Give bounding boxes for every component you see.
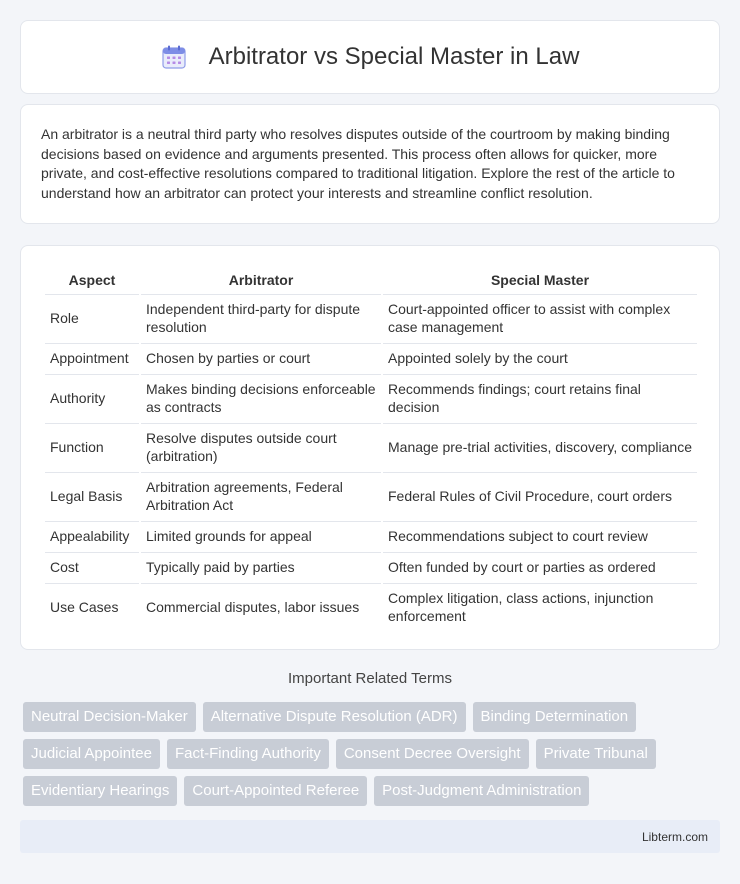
related-term-tag[interactable]: Private Tribunal: [536, 739, 656, 769]
intro-text: An arbitrator is a neutral third party who resolves disputes outside of the courtroom by making binding decisions based on evidence and arguments presented. This process often allows for quicker, more private, and cost-effective resolutions compared to traditional litigation. Explore the rest of the article to understand how an arbitrator can protect your interests and streamline conflict resolution.: [41, 126, 675, 201]
table-cell-special-master: Often funded by court or parties as ordered: [383, 552, 697, 581]
table-cell-aspect: Use Cases: [45, 583, 139, 630]
header-special-master: Special Master: [490, 272, 590, 288]
table-cell-aspect: Role: [45, 294, 139, 341]
table-cell-arbitrator: Arbitration agreements, Federal Arbitration Act: [141, 472, 381, 519]
header-aspect: Aspect: [68, 272, 116, 288]
table-cell-special-master: Appointed solely by the court: [383, 343, 697, 372]
table-cell-arbitrator: Chosen by parties or court: [141, 343, 381, 372]
table-cell-special-master: Federal Rules of Civil Procedure, court orders: [383, 472, 697, 519]
table-cell-special-master: Complex litigation, class actions, injunction enforcement: [383, 583, 697, 630]
header-card: [20, 20, 720, 94]
footer: [20, 820, 720, 853]
table-cell-arbitrator: Resolve disputes outside court (arbitration): [141, 423, 381, 470]
calendar-icon: [161, 44, 187, 70]
table-cell-aspect: Appointment: [45, 343, 139, 372]
table-cell-aspect: Legal Basis: [45, 472, 139, 519]
table-cell-arbitrator: Makes binding decisions enforceable as contracts: [141, 374, 381, 421]
title-wrap: [161, 43, 580, 71]
table-row: [45, 374, 697, 421]
table-row: [45, 521, 697, 550]
related-terms-title: Important Related Terms: [288, 670, 452, 687]
page-title: Arbitrator vs Special Master in Law: [208, 43, 580, 70]
related-term-tag[interactable]: Neutral Decision-Maker: [23, 702, 196, 732]
related-term-tag[interactable]: Binding Determination: [473, 702, 637, 732]
table-cell-special-master: Manage pre-trial activities, discovery, compliance: [383, 423, 697, 470]
table-cell-aspect: Appealability: [45, 521, 139, 550]
comparison-table-card: [20, 245, 720, 650]
table-row: [45, 343, 697, 372]
intro-card: [20, 104, 720, 224]
table-cell-aspect: Cost: [45, 552, 139, 581]
related-terms-tags: [23, 702, 723, 806]
table-cell-aspect: Function: [45, 423, 139, 470]
related-term-tag[interactable]: Court-Appointed Referee: [184, 776, 367, 806]
related-term-tag[interactable]: Evidentiary Hearings: [23, 776, 177, 806]
related-term-tag[interactable]: Judicial Appointee: [23, 739, 160, 769]
table-cell-arbitrator: Commercial disputes, labor issues: [141, 583, 381, 630]
table-cell-special-master: Recommendations subject to court review: [383, 521, 697, 550]
table-row: [45, 423, 697, 470]
table-row: [45, 472, 697, 519]
table-cell-special-master: Recommends findings; court retains final decision: [383, 374, 697, 421]
related-term-tag[interactable]: Fact-Finding Authority: [167, 739, 329, 769]
table-cell-arbitrator: Typically paid by parties: [141, 552, 381, 581]
table-row: [45, 583, 697, 630]
table-header-row: [45, 268, 697, 292]
table-row: [45, 294, 697, 341]
related-term-tag[interactable]: Alternative Dispute Resolution (ADR): [203, 702, 466, 732]
table-cell-arbitrator: Independent third-party for dispute resolution: [141, 294, 381, 341]
comparison-table: [43, 266, 699, 632]
table-cell-special-master: Court-appointed officer to assist with complex case management: [383, 294, 697, 341]
table-cell-arbitrator: Limited grounds for appeal: [141, 521, 381, 550]
footer-brand-link[interactable]: Libterm.com: [641, 829, 708, 844]
table-row: [45, 552, 697, 581]
table-cell-aspect: Authority: [45, 374, 139, 421]
related-term-tag[interactable]: Post-Judgment Administration: [374, 776, 589, 806]
related-term-tag[interactable]: Consent Decree Oversight: [336, 739, 529, 769]
header-arbitrator: Arbitrator: [228, 272, 294, 288]
